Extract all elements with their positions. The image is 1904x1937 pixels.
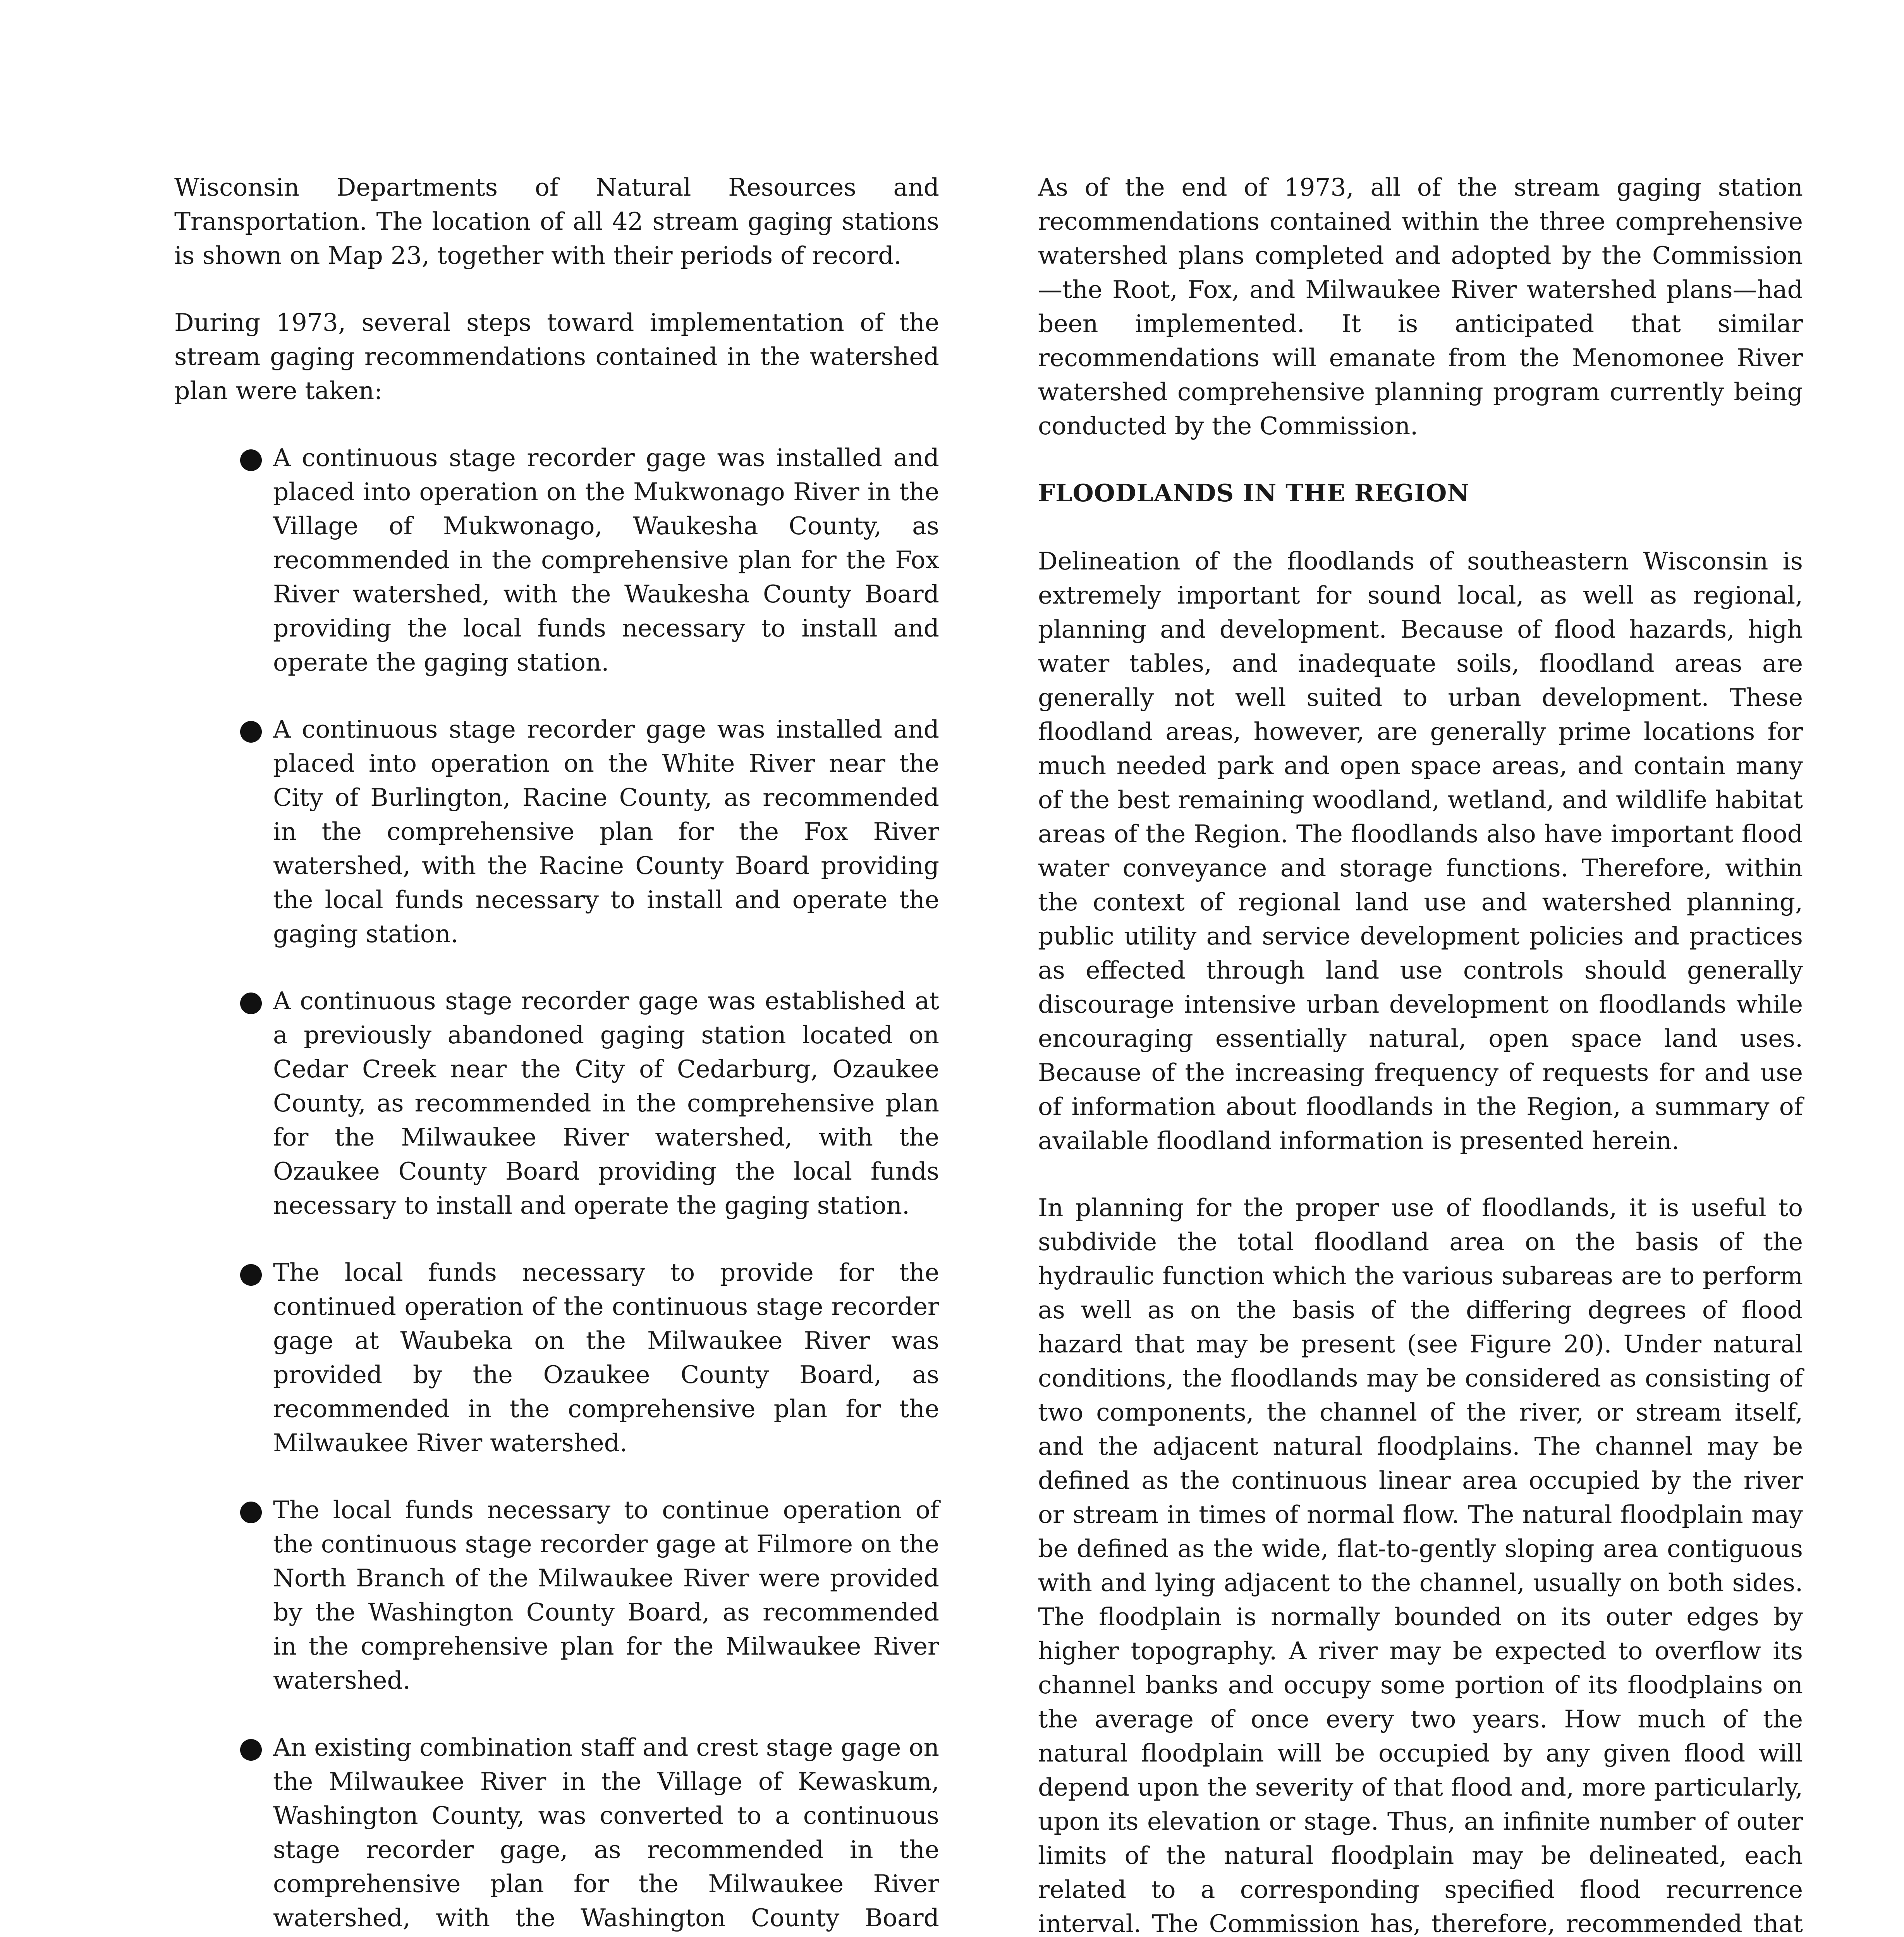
- bullet-list: [174, 441, 939, 1937]
- section-heading: FLOODLANDS IN THE REGION: [1038, 479, 1470, 507]
- intro-paragraph: Wisconsin Departments of Natural Resources and Transportation. The location of all 42 stream gaging stations is shown on Map 23, together with their periods of record.: [174, 173, 939, 270]
- bullet-item: A continuous stage recorder gage was installed and placed into operation on the Mukwonago River in the Village of Mukwonago, Waukesha County, as recommended in the comprehensive plan for the Fox River watershed, with the Waukesha County Board providing the local funds necessary to install and operate the gaging station.: [273, 441, 939, 679]
- bullet-item: A continuous stage recorder gage was established at a previously abandoned gaging station located on Cedar Creek near the City of Cedarburg, Ozaukee County, as recommended in the comprehensive plan for the Milwaukee River watershed, with the Ozaukee County Board providing the local funds necessary to install and operate the gaging station.: [273, 984, 939, 1223]
- bullet-item: The local funds necessary to continue operation of the continuous stage recorder gage at Filmore on the North Branch of the Milwaukee River were provided by the Washington County Board, as recommended in the comprehensive plan for the Milwaukee River watershed.: [273, 1493, 939, 1698]
- body-paragraph: In planning for the proper use of floodlands, it is useful to subdivide the total floodland area on the basis of the hydraulic function which the various subareas are to perform as well as on the basis of the differing degrees of flood hazard that may be present (see Figure 20). Under natural conditions, the floodlands may be considered as consisting of two components, the channel of the river, or stream itself, and the adjacent natural floodplains. The channel may be defined as the continuous linear area occupied by the river or stream in times of normal flow. The natural floodplain may be defined as the wide, flat-to-gently sloping area contiguous with and lying adjacent to the channel, usually on both sides. The floodplain is normally bounded on its outer edges by higher topography. A river may be expected to overflow its channel banks and occupy some portion of its floodplains on the average of once every two years. How much of the natural floodplain will be occupied by any given flood will depend upon the severity of that flood and, more particularly, upon its elevation or stage. Thus, an infinite number of outer limits of the natural floodplain may be delineated, each related to a corresponding specified flood recurrence interval. The Commission has, therefore, recommended that: [1038, 1194, 1803, 1937]
- left-column: [174, 170, 939, 1937]
- body-paragraph: As of the end of 1973, all of the stream gaging station recommendations contained within the three comprehensive watershed plans completed and adopted by the Commission—the Root, Fox, and Milwaukee River watershed plans—had been implemented. It is anticipated that similar recommendations will emanate from the Menomonee River watershed comprehensive planning program currently being conducted by the Commission.: [1038, 173, 1803, 440]
- bullet-item: An existing combination staff and crest stage gage on the Milwaukee River in the Village of Kewaskum, Washington County, was converted to a continuous stage recorder gage, as recommended in the comprehensive plan for the Milwaukee River watershed, with the Washington County Board: [273, 1731, 939, 1937]
- bullet-item: The local funds necessary to provide for the continued operation of the continuous stage recorder gage at Waubeka on the Milwaukee River was provided by the Ozaukee County Board, as recommended in the comprehensive plan for the Milwaukee River watershed.: [273, 1256, 939, 1460]
- right-column: [1038, 170, 1803, 1937]
- bullet-item: A continuous stage recorder gage was installed and placed into operation on the White River near the City of Burlington, Racine County, as recommended in the comprehensive plan for the Fox River watershed, with the Racine County Board providing the local funds necessary to install and operate the gaging station.: [273, 712, 939, 951]
- body-paragraph: Delineation of the floodlands of southeastern Wisconsin is extremely important for sound local, as well as regional, planning and development. Because of flood hazards, high water tables, and inadequate soils, floodland areas are generally not well suited to urban development. These floodland areas, however, are generally prime locations for much needed park and open space areas, and contain many of the best remaining woodland, wetland, and wildlife habitat areas of the Region. The floodlands also have important flood water conveyance and storage functions. Therefore, within the context of regional land use and watershed planning, public utility and service development policies and practices as effected through land use controls should generally discourage intensive urban development on floodlands while encouraging essentially natural, open space land uses. Because of the increasing frequency of requests for and use of information about floodlands in the Region, a summary of available floodland information is presented herein.: [1038, 547, 1803, 1155]
- intro-paragraph: During 1973, several steps toward implementation of the stream gaging recommendations contained in the watershed plan were taken:: [174, 308, 939, 405]
